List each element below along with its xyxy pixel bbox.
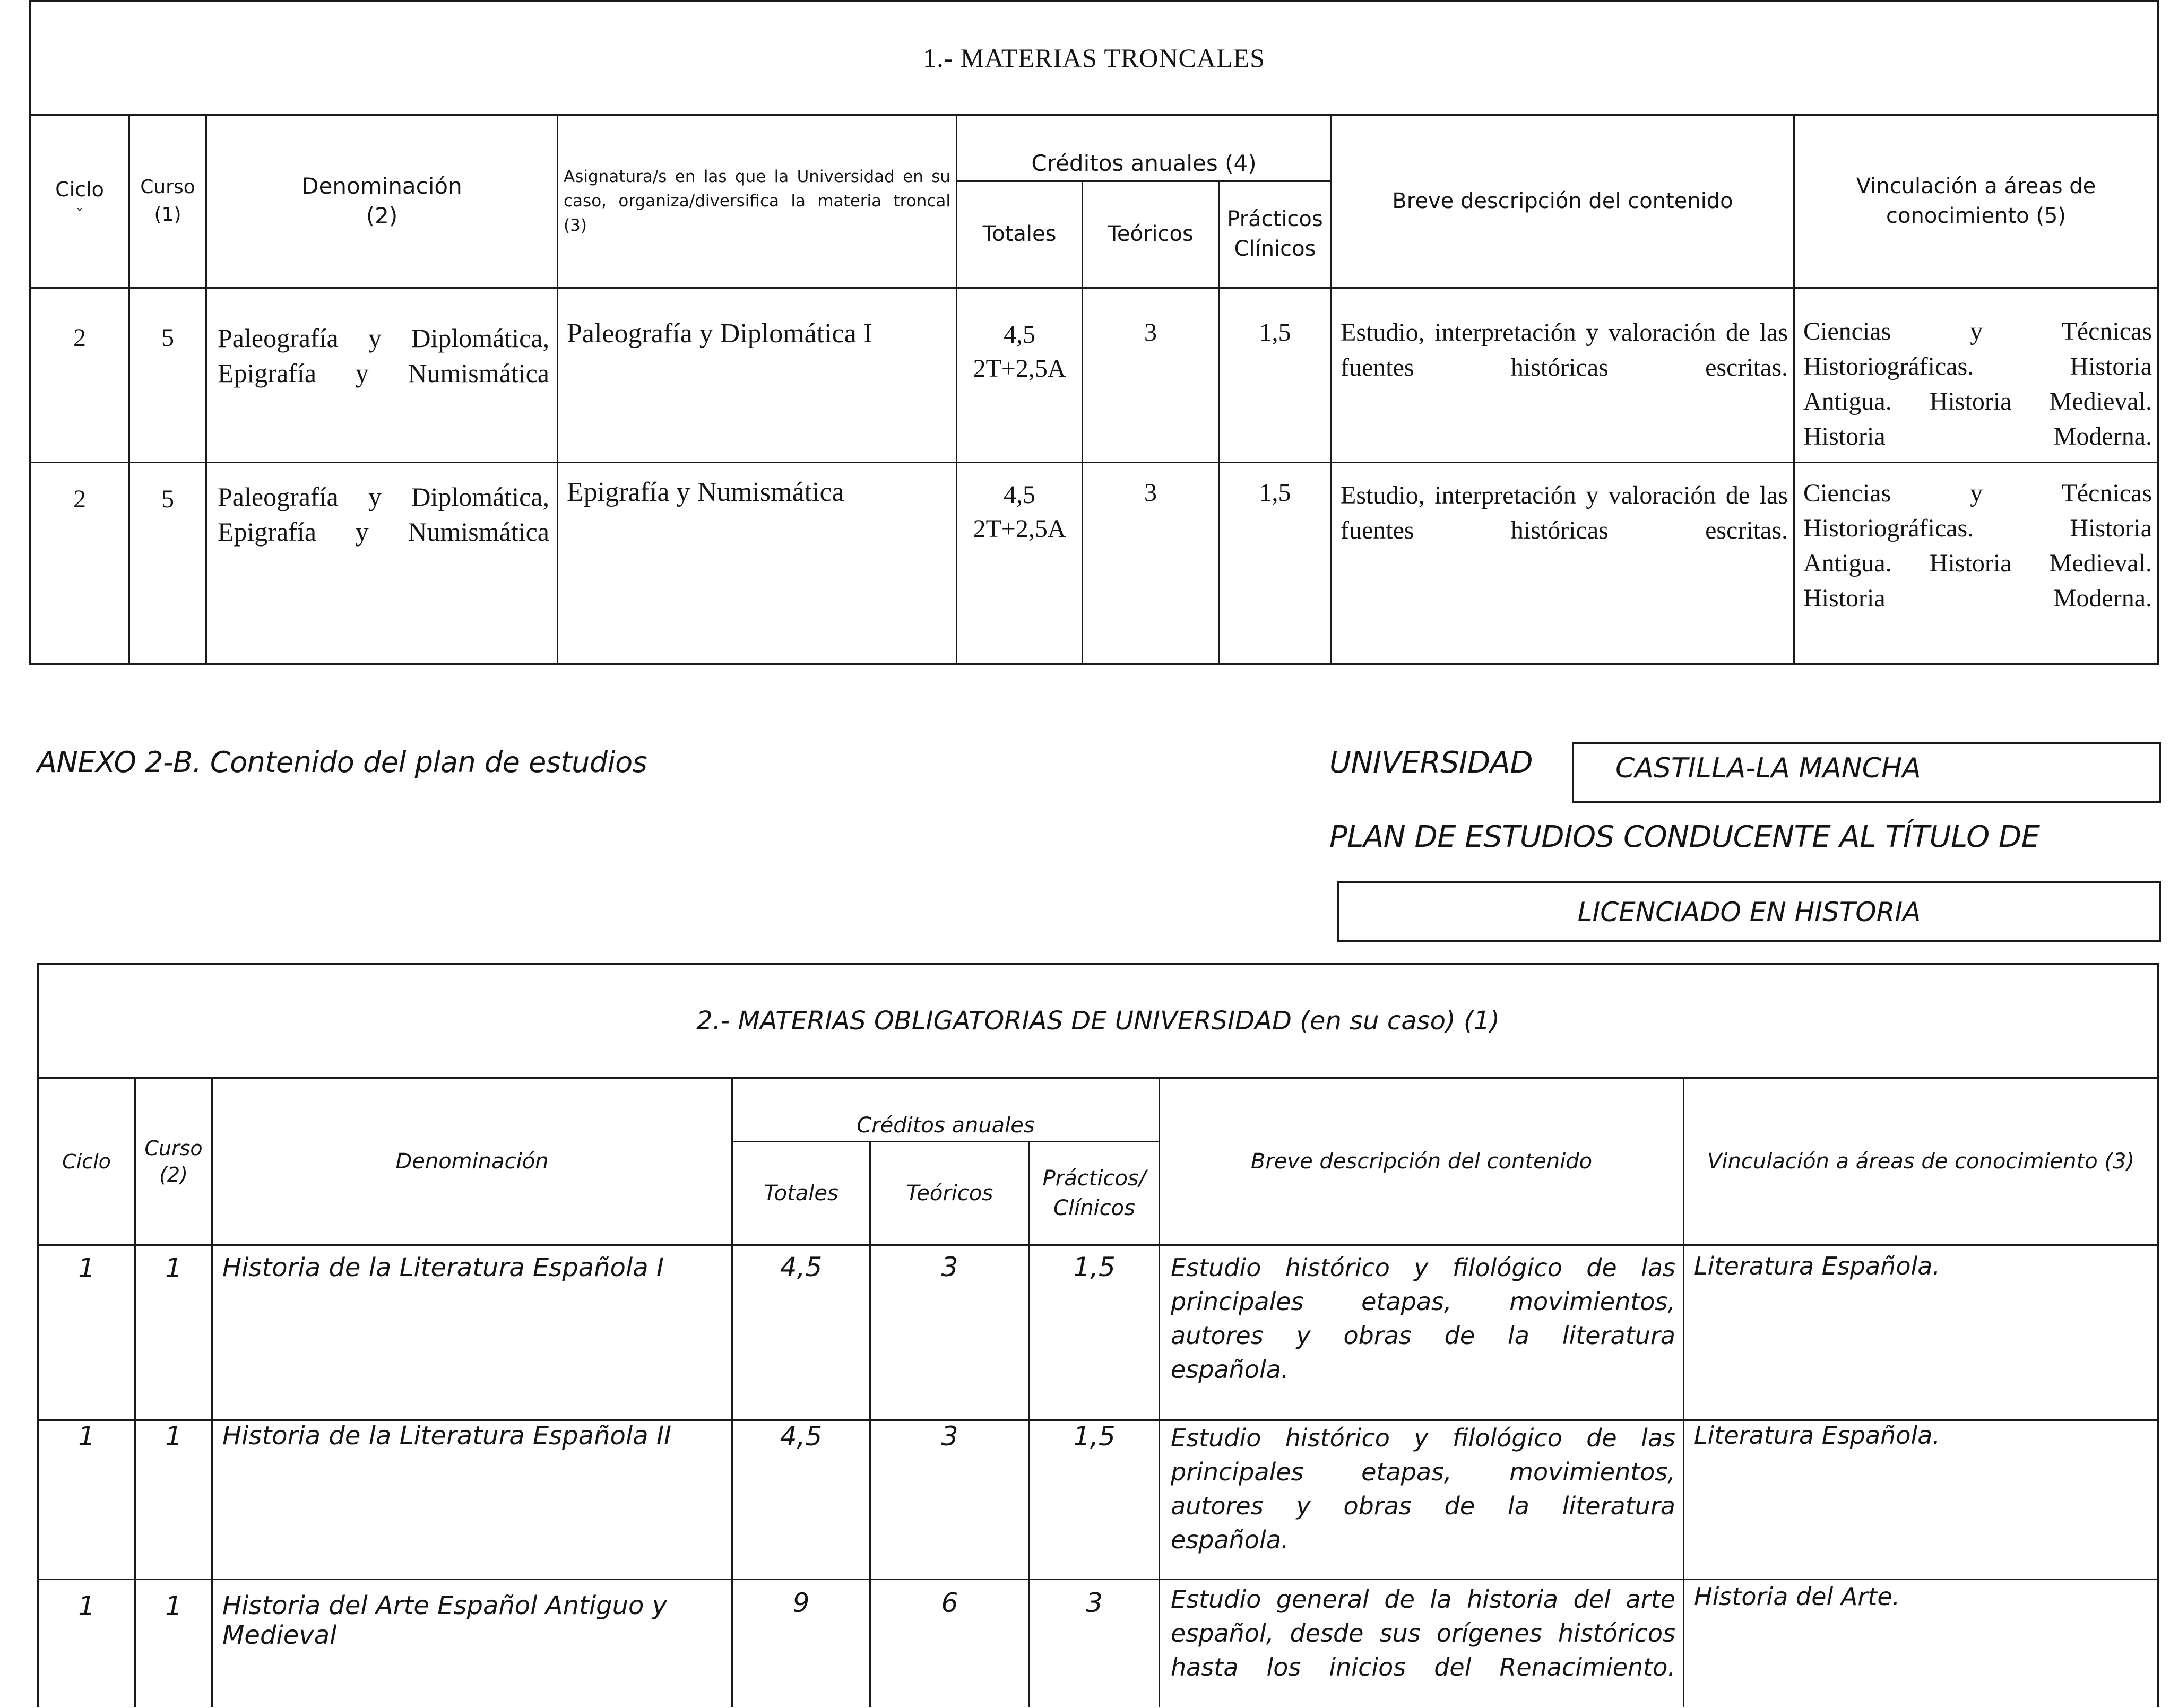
cell-practicos: 1,5 — [1030, 1420, 1160, 1580]
table-row — [38, 1420, 2158, 1580]
universidad-value: CASTILLA-LA MANCHA — [1615, 752, 1921, 784]
cell-descripcion: Estudio histórico y filológico de las principales etapas, movimientos, autores y obras de la literatura española. — [1160, 1245, 1684, 1420]
cell-practicos: 1,5 — [1219, 288, 1332, 463]
cell-totales: 9 — [732, 1580, 870, 1707]
cell-practicos: 3 — [1030, 1580, 1160, 1707]
universidad-box — [1572, 742, 2161, 803]
cell-ciclo: 1 — [38, 1580, 135, 1707]
header-ciclo: Ciclo — [38, 1078, 135, 1245]
cell-descripcion: Estudio histórico y filológico de las principales etapas, movimientos, autores y obras de la literatura española. — [1160, 1420, 1684, 1580]
cell-vinculacion: Ciencias y Técnicas Historiográficas. Historia Antigua. Historia Medieval. Historia Moderna. — [1794, 463, 2158, 664]
header-curso: Curso (1) — [129, 115, 206, 288]
header-descripcion: Breve descripción del contenido — [1332, 115, 1794, 288]
cell-asignatura: Paleografía y Diplomática I — [558, 288, 957, 463]
cell-totales: 4,5 — [732, 1420, 870, 1580]
header-asignatura: Asignatura/s en las que la Universidad en su caso, organiza/diversifica la materia troncal (3) — [558, 115, 957, 288]
titulo-value: LICENCIADO EN HISTORIA — [1577, 897, 1921, 927]
cell-curso: 5 — [129, 288, 206, 463]
header-totales: Totales — [957, 181, 1083, 288]
cell-totales: 4,5 2T+2,5A — [957, 288, 1083, 463]
cell-denominacion: Historia de la Literatura Española II — [212, 1420, 732, 1580]
troncales-table — [29, 0, 2159, 665]
header-curso: Curso (2) — [135, 1078, 212, 1245]
cell-practicos: 1,5 — [1219, 463, 1332, 664]
cell-vinculacion: Ciencias y Técnicas Historiográficas. Historia Antigua. Historia Medieval. Historia Moderna. — [1794, 288, 2158, 463]
header-vinculacion: Vinculación a áreas de conocimiento (3) — [1684, 1078, 2158, 1245]
cell-vinculacion: Historia del Arte. — [1684, 1580, 2158, 1707]
cell-descripcion: Estudio, interpretación y valoración de las fuentes históricas escritas. — [1332, 463, 1794, 664]
plan-label: PLAN DE ESTUDIOS CONDUCENTE AL TÍTULO DE — [1329, 820, 2040, 854]
header-creditos: Créditos anuales — [732, 1078, 1160, 1142]
header-practicos: Prácticos/ Clínicos — [1030, 1142, 1160, 1245]
cell-curso: 5 — [129, 463, 206, 664]
obligatorias-table — [37, 963, 2159, 1707]
header-vinculacion: Vinculación a áreas de conocimiento (5) — [1794, 115, 2158, 288]
header-denominacion: Denominación (2) — [206, 115, 558, 288]
table-row — [30, 288, 2158, 463]
cell-denominacion: Paleografía y Diplomática, Epigrafía y Numismática — [206, 288, 558, 463]
obligatorias-title: 2.- MATERIAS OBLIGATORIAS DE UNIVERSIDAD (en su caso) (1) — [696, 1006, 1500, 1036]
header-teoricos: Teóricos — [1083, 181, 1219, 288]
table-row — [38, 1580, 2158, 1707]
header-creditos: Créditos anuales (4) — [957, 115, 1332, 181]
cell-vinculacion: Literatura Española. — [1684, 1420, 2158, 1580]
anexo-title: ANEXO 2-B. Contenido del plan de estudios — [37, 745, 647, 779]
troncales-title: 1.- MATERIAS TRONCALES — [923, 43, 1265, 73]
universidad-label: UNIVERSIDAD — [1329, 745, 1533, 780]
cell-curso: 1 — [135, 1420, 212, 1580]
cell-teoricos: 3 — [870, 1420, 1030, 1580]
header-denominacion: Denominación — [212, 1078, 732, 1245]
cell-denominacion: Paleografía y Diplomática, Epigrafía y Numismática — [206, 463, 558, 664]
cell-totales: 4,5 — [732, 1245, 870, 1420]
cell-curso: 1 — [135, 1245, 212, 1420]
header-practicos: Prácticos Clínicos — [1219, 181, 1332, 288]
cell-denominacion: Historia de la Literatura Española I — [212, 1245, 732, 1420]
cell-ciclo: 1 — [38, 1420, 135, 1580]
header-ciclo: Ciclo ˇ — [30, 115, 129, 288]
cell-denominacion: Historia del Arte Español Antiguo y Medieval — [212, 1580, 732, 1707]
cell-descripcion: Estudio general de la historia del arte español, desde sus orígenes históricos hasta los inicios del Renacimiento. — [1160, 1580, 1684, 1707]
cell-teoricos: 6 — [870, 1580, 1030, 1707]
header-teoricos: Teóricos — [870, 1142, 1030, 1245]
cell-ciclo: 2 — [30, 463, 129, 664]
cell-teoricos: 3 — [1083, 288, 1219, 463]
table-row — [30, 463, 2158, 664]
header-totales: Totales — [732, 1142, 870, 1245]
cell-vinculacion: Literatura Española. — [1684, 1245, 2158, 1420]
titulo-box — [1337, 881, 2161, 942]
cell-totales: 4,5 2T+2,5A — [957, 463, 1083, 664]
cell-curso: 1 — [135, 1580, 212, 1707]
cell-ciclo: 2 — [30, 288, 129, 463]
cell-teoricos: 3 — [870, 1245, 1030, 1420]
cell-descripcion: Estudio, interpretación y valoración de las fuentes históricas escritas. — [1332, 288, 1794, 463]
cell-asignatura: Epigrafía y Numismática — [558, 463, 957, 664]
cell-practicos: 1,5 — [1030, 1245, 1160, 1420]
table-row — [38, 1245, 2158, 1420]
cell-ciclo: 1 — [38, 1245, 135, 1420]
cell-teoricos: 3 — [1083, 463, 1219, 664]
header-descripcion: Breve descripción del contenido — [1160, 1078, 1684, 1245]
